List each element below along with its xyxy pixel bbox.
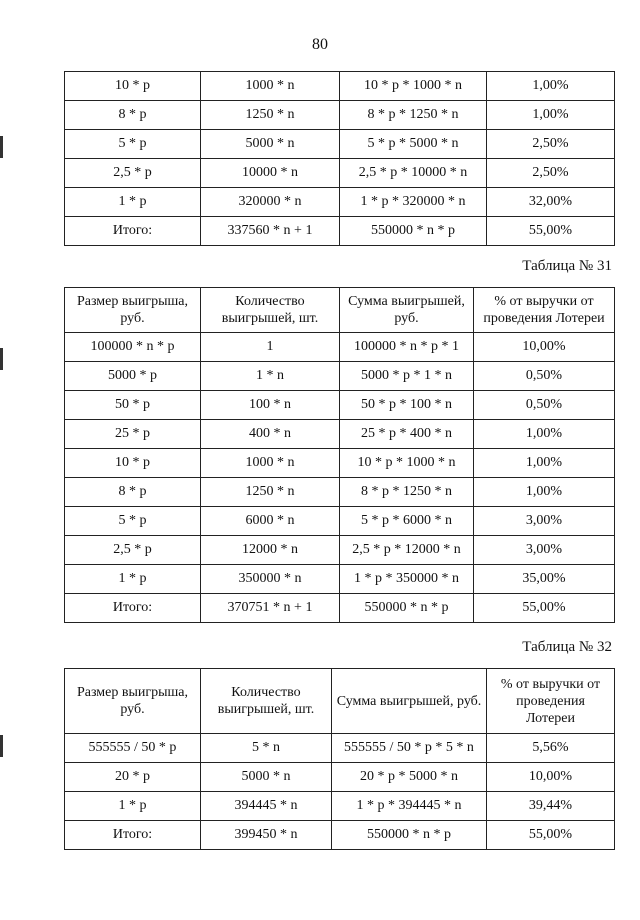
table-cell: 1250 * n — [201, 478, 340, 507]
table-row — [65, 565, 615, 594]
table-cell: 32,00% — [487, 188, 615, 217]
table-cell: 1 * n — [201, 362, 340, 391]
table-cell: 550000 * n * p — [340, 217, 487, 246]
table-row — [65, 594, 615, 623]
table-row — [65, 821, 615, 850]
table-cell: 399450 * n — [201, 821, 332, 850]
table-cell: 55,00% — [474, 594, 615, 623]
table-cell: 1,00% — [487, 72, 615, 101]
table-row — [65, 188, 615, 217]
table-cell: 35,00% — [474, 565, 615, 594]
table-cell: 10 * p * 1000 * n — [340, 72, 487, 101]
table-cell: 10 * p — [65, 72, 201, 101]
table-cell: 5 * n — [201, 734, 332, 763]
table-row — [65, 130, 615, 159]
table-row — [65, 449, 615, 478]
table-caption-32: Таблица № 32 — [522, 639, 612, 655]
table-cell: 350000 * n — [201, 565, 340, 594]
table-header — [65, 288, 615, 333]
table-cell: 25 * p * 400 * n — [340, 420, 474, 449]
table-cell: 1,00% — [474, 449, 615, 478]
table-cell: 20 * p — [65, 763, 201, 792]
column-header: % от выручки от проведения Лотереи — [474, 288, 615, 333]
table-cell: 2,50% — [487, 130, 615, 159]
table-cell: 39,44% — [487, 792, 615, 821]
table-cell: 5 * p * 6000 * n — [340, 507, 474, 536]
table-cell: 2,5 * p * 10000 * n — [340, 159, 487, 188]
table-cell: 5 * p — [65, 507, 201, 536]
table-cell: 5,56% — [487, 734, 615, 763]
table-cell: 10 * p — [65, 449, 201, 478]
table-body — [65, 72, 615, 246]
table-cell: 8 * p — [65, 101, 201, 130]
table-caption-31: Таблица № 31 — [522, 258, 612, 274]
table-row — [65, 72, 615, 101]
table-header — [65, 669, 615, 734]
table-cell: 1 * p * 350000 * n — [340, 565, 474, 594]
table-row — [65, 101, 615, 130]
table-row — [65, 217, 615, 246]
table-cell: 1 * p * 394445 * n — [332, 792, 487, 821]
table-row — [65, 734, 615, 763]
table-cell: 5000 * n — [201, 763, 332, 792]
table-cell: 1,00% — [474, 420, 615, 449]
table-row — [65, 792, 615, 821]
column-header: Размер выигрыша, руб. — [65, 288, 201, 333]
table-cell: 370751 * n + 1 — [201, 594, 340, 623]
table-cell: 0,50% — [474, 362, 615, 391]
table-cell: 25 * p — [65, 420, 201, 449]
table-row — [65, 420, 615, 449]
table-row — [65, 391, 615, 420]
table-body — [65, 734, 615, 850]
table-cell: 555555 / 50 * p * 5 * n — [332, 734, 487, 763]
table-cell: 1 * p — [65, 792, 201, 821]
table-cell: 5 * p * 5000 * n — [340, 130, 487, 159]
table-cell: 2,5 * p * 12000 * n — [340, 536, 474, 565]
table-cell: 550000 * n * p — [332, 821, 487, 850]
header-row — [65, 288, 615, 333]
table-cell: 50 * p * 100 * n — [340, 391, 474, 420]
table-cell: 337560 * n + 1 — [201, 217, 340, 246]
table-cell: 2,5 * p — [65, 159, 201, 188]
table-cell: 5000 * n — [201, 130, 340, 159]
table-cell: 394445 * n — [201, 792, 332, 821]
table-row — [65, 763, 615, 792]
table-row — [65, 362, 615, 391]
table-cell: 555555 / 50 * p — [65, 734, 201, 763]
scan-edge-mark — [0, 136, 3, 158]
table-cell: 5000 * p * 1 * n — [340, 362, 474, 391]
column-header: Сумма выигрышей, руб. — [332, 669, 487, 734]
scan-edge-mark — [0, 735, 3, 757]
table-cell: 400 * n — [201, 420, 340, 449]
table-cell: Итого: — [65, 594, 201, 623]
table-cell: 10 * p * 1000 * n — [340, 449, 474, 478]
table-cell: 1 * p — [65, 188, 201, 217]
table-cell: 1,00% — [487, 101, 615, 130]
table-cell: 0,50% — [474, 391, 615, 420]
table-cell: 3,00% — [474, 507, 615, 536]
table-cell: 6000 * n — [201, 507, 340, 536]
table-cell: 5000 * p — [65, 362, 201, 391]
table-cell: 20 * p * 5000 * n — [332, 763, 487, 792]
table-row — [65, 159, 615, 188]
prize-table-continued — [64, 71, 615, 246]
table-cell: 10000 * n — [201, 159, 340, 188]
table-cell: 8 * p * 1250 * n — [340, 478, 474, 507]
page-number: 80 — [312, 36, 328, 53]
prize-table-32 — [64, 668, 615, 850]
header-row — [65, 669, 615, 734]
column-header: % от выручки от проведения Лотереи — [487, 669, 615, 734]
table-cell: 12000 * n — [201, 536, 340, 565]
table-cell: 1 * p * 320000 * n — [340, 188, 487, 217]
table-cell: 5 * p — [65, 130, 201, 159]
table-cell: 100 * n — [201, 391, 340, 420]
column-header: Сумма выигрышей, руб. — [340, 288, 474, 333]
table-cell: 10,00% — [487, 763, 615, 792]
table-cell: 8 * p — [65, 478, 201, 507]
table-cell: 2,50% — [487, 159, 615, 188]
table-cell: 55,00% — [487, 217, 615, 246]
table-cell: 50 * p — [65, 391, 201, 420]
table-cell: 3,00% — [474, 536, 615, 565]
scan-edge-mark — [0, 348, 3, 370]
table-row — [65, 478, 615, 507]
table-row — [65, 536, 615, 565]
table-body — [65, 333, 615, 623]
table-cell: 10,00% — [474, 333, 615, 362]
table-cell: 55,00% — [487, 821, 615, 850]
table-cell: Итого: — [65, 217, 201, 246]
table-cell: 1 * p — [65, 565, 201, 594]
table-cell: 1,00% — [474, 478, 615, 507]
table-cell: 100000 * n * p * 1 — [340, 333, 474, 362]
table-row — [65, 333, 615, 362]
table-cell: 8 * p * 1250 * n — [340, 101, 487, 130]
column-header: Количество выигрышей, шт. — [201, 288, 340, 333]
table-cell: 1 — [201, 333, 340, 362]
column-header: Количество выигрышей, шт. — [201, 669, 332, 734]
column-header: Размер выигрыша, руб. — [65, 669, 201, 734]
table-cell: 1250 * n — [201, 101, 340, 130]
table-cell: 1000 * n — [201, 72, 340, 101]
table-cell: 550000 * n * p — [340, 594, 474, 623]
table-cell: 100000 * n * p — [65, 333, 201, 362]
prize-table-31 — [64, 287, 615, 623]
table-cell: Итого: — [65, 821, 201, 850]
table-cell: 1000 * n — [201, 449, 340, 478]
table-cell: 2,5 * p — [65, 536, 201, 565]
table-cell: 320000 * n — [201, 188, 340, 217]
table-row — [65, 507, 615, 536]
